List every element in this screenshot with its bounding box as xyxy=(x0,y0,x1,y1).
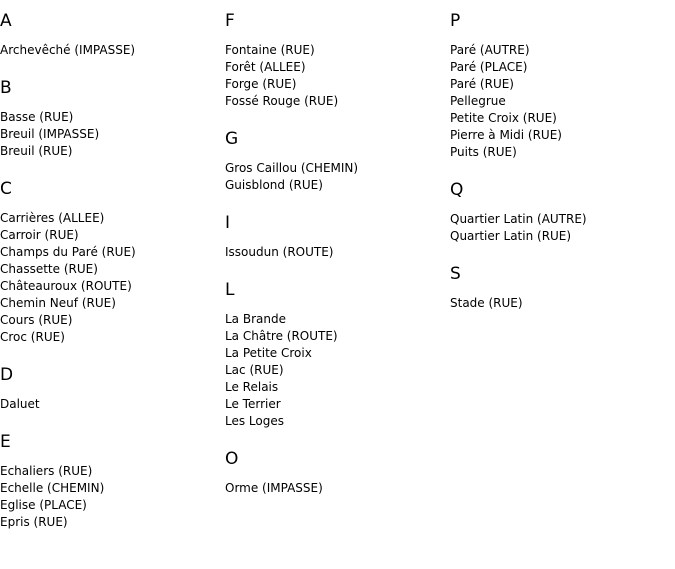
section-letter-heading: O xyxy=(225,449,239,469)
section-letter-heading: B xyxy=(0,78,12,98)
street-list xyxy=(450,42,665,161)
section-letter-heading: L xyxy=(225,280,235,300)
street-list xyxy=(225,311,440,430)
street-list xyxy=(0,42,215,59)
street-name: Carrières (ALLEE) xyxy=(0,211,105,225)
section-letter-heading: G xyxy=(225,129,239,149)
section-letter-heading: P xyxy=(450,11,461,31)
section-letter-heading: D xyxy=(0,365,14,385)
street-name: Chassette (RUE) xyxy=(0,262,98,276)
letter-group xyxy=(0,10,215,59)
street-name: Archevêché (IMPASSE) xyxy=(0,43,136,57)
street-name: Daluet xyxy=(0,397,40,411)
section-letter-heading: Q xyxy=(450,180,464,200)
street-name: Gros Caillou (CHEMIN) xyxy=(225,161,359,175)
street-name: La Brande xyxy=(225,312,286,326)
street-name: Echaliers (RUE) xyxy=(0,464,93,478)
street-name: Les Loges xyxy=(225,414,284,428)
street-name: La Châtre (ROUTE) xyxy=(225,329,338,343)
letter-group xyxy=(225,10,440,110)
street-list xyxy=(450,295,665,312)
index-column xyxy=(225,10,440,497)
street-name: Quartier Latin (AUTRE) xyxy=(450,212,587,226)
street-name: Quartier Latin (RUE) xyxy=(450,229,572,243)
street-name: Epris (RUE) xyxy=(0,515,68,529)
letter-group xyxy=(0,431,215,531)
street-name: Le Relais xyxy=(225,380,279,394)
street-name: Paré (AUTRE) xyxy=(450,43,530,57)
street-name: Lac (RUE) xyxy=(225,363,284,377)
street-name: Echelle (CHEMIN) xyxy=(0,481,105,495)
street-name: Issoudun (ROUTE) xyxy=(225,245,334,259)
section-letter-heading: C xyxy=(0,179,12,199)
street-name: Paré (PLACE) xyxy=(450,60,528,74)
section-letter-heading: S xyxy=(450,264,461,284)
street-name: Champs du Paré (RUE) xyxy=(0,245,136,259)
street-name: Breuil (IMPASSE) xyxy=(0,127,100,141)
street-name: Basse (RUE) xyxy=(0,110,74,124)
street-name: Fossé Rouge (RUE) xyxy=(225,94,339,108)
street-list xyxy=(0,396,215,413)
street-name: Carroir (RUE) xyxy=(0,228,79,242)
street-name: Petite Croix (RUE) xyxy=(450,111,557,125)
letter-group xyxy=(450,10,665,161)
street-list xyxy=(0,210,215,346)
street-name: Puits (RUE) xyxy=(450,145,517,159)
street-list xyxy=(225,160,440,194)
street-name: Cours (RUE) xyxy=(0,313,73,327)
letter-group xyxy=(0,178,215,346)
street-list xyxy=(225,42,440,110)
street-name: Forge (RUE) xyxy=(225,77,297,91)
index-column xyxy=(0,10,215,531)
letter-group xyxy=(225,279,440,430)
street-name: Orme (IMPASSE) xyxy=(225,481,323,495)
street-name: Le Terrier xyxy=(225,397,281,411)
street-name: Stade (RUE) xyxy=(450,296,523,310)
letter-group xyxy=(225,128,440,194)
letter-group xyxy=(0,77,215,160)
section-letter-heading: A xyxy=(0,11,12,31)
index-column xyxy=(450,10,665,312)
street-list xyxy=(225,244,440,261)
street-name: Paré (RUE) xyxy=(450,77,514,91)
street-name: Croc (RUE) xyxy=(0,330,65,344)
letter-group xyxy=(225,448,440,497)
street-name: Breuil (RUE) xyxy=(0,144,73,158)
street-list xyxy=(0,463,215,531)
street-name: Guisblond (RUE) xyxy=(225,178,323,192)
letter-group xyxy=(450,179,665,245)
street-list xyxy=(225,480,440,497)
street-list xyxy=(0,109,215,160)
street-name: Forêt (ALLEE) xyxy=(225,60,306,74)
letter-group xyxy=(225,212,440,261)
street-list xyxy=(450,211,665,245)
section-letter-heading: E xyxy=(0,432,11,452)
letter-group xyxy=(450,263,665,312)
street-name: Pierre à Midi (RUE) xyxy=(450,128,562,142)
section-letter-heading: F xyxy=(225,11,235,31)
street-name: La Petite Croix xyxy=(225,346,312,360)
street-name: Pellegrue xyxy=(450,94,506,108)
section-letter-heading: I xyxy=(225,213,231,233)
street-name: Eglise (PLACE) xyxy=(0,498,87,512)
street-name: Châteauroux (ROUTE) xyxy=(0,279,132,293)
street-name: Chemin Neuf (RUE) xyxy=(0,296,116,310)
letter-group xyxy=(0,364,215,413)
street-name: Fontaine (RUE) xyxy=(225,43,315,57)
